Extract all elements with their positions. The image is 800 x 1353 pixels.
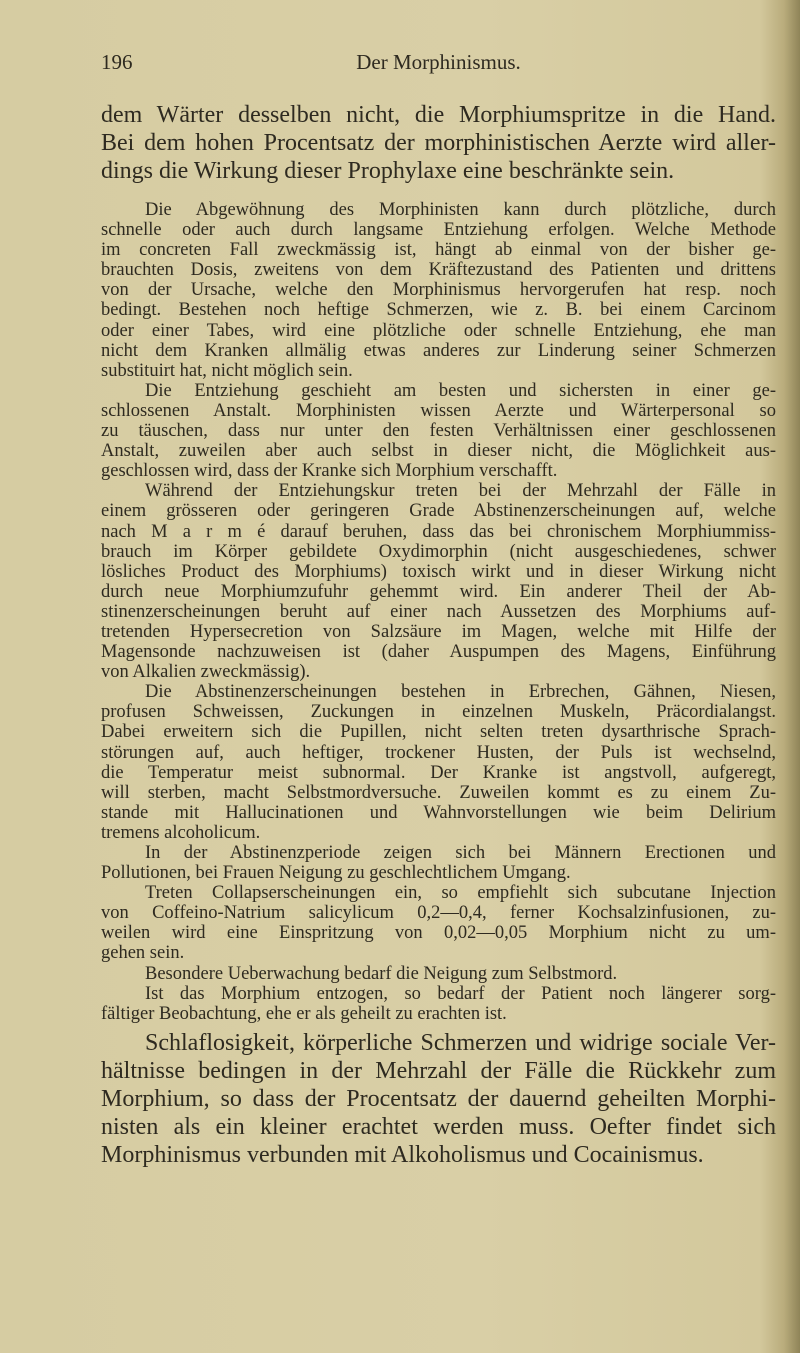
text-line: gehen sein. [101, 943, 185, 964]
text-line: geschlossen wird, dass der Kranke sich Morphium verschafft. [101, 461, 558, 482]
text-line: Die Abgewöhnung des Morphinisten kann durch plötzliche, durch [145, 200, 776, 220]
text-line: Besondere Ueberwachung bedarf die Neigung zum Selbstmord. [145, 963, 618, 984]
running-header [101, 50, 776, 80]
paragraph-beobachtung [101, 984, 776, 1024]
paragraph-selbstmord [101, 964, 776, 984]
text-line: hältnisse bedingen in der Mehrzahl der Fälle die Rückkehr zum [101, 1058, 776, 1084]
text-line: von Alkalien zweckmässig). [101, 662, 311, 683]
text-line: die Temperatur meist subnormal. Der Kranke ist angstvoll, aufgeregt, [101, 762, 776, 783]
text-line: will sterben, macht Selbstmordversuche. Zuweilen kommt es zu einem Zu- [101, 782, 776, 803]
text-line: substituirt hat, nicht möglich sein. [101, 360, 353, 381]
text-line: Schlaflosigkeit, körperliche Schmerzen und widrige sociale Ver- [145, 1030, 776, 1056]
text-line: dings die Wirkung dieser Prophylaxe eine beschränkte sein. [101, 158, 675, 184]
text-line: brauchten Dosis, zweitens von dem Kräftezustand des Patienten und drittens [101, 260, 776, 281]
text-line: nisten als ein kleiner erachtet werden muss. Oefter findet sich [101, 1114, 776, 1140]
text-line: stande mit Hallucinationen und Wahnvorstellungen wie beim Delirium [101, 802, 776, 823]
text-line: einem grösseren oder geringeren Grade Abstinenzerscheinungen auf, welche [101, 501, 776, 522]
running-title: Der Morphinismus. [356, 50, 521, 74]
text-line: Während der Entziehungskur treten bei der Mehrzahl der Fälle in [145, 481, 776, 502]
text-line: Dabei erweitern sich die Pupillen, nicht selten treten dysarthrische Sprach- [101, 722, 776, 743]
text-line: Anstalt, zuweilen aber auch selbst in dieser nicht, die Möglichkeit aus- [101, 441, 776, 462]
text-line: Die Abstinenzerscheinungen bestehen in Erbrechen, Gähnen, Niesen, [145, 682, 776, 703]
text-line: fältiger Beobachtung, ehe er als geheilt zu erachten ist. [101, 1003, 507, 1024]
text-line: nach M a r m é darauf beruhen, dass das bei chronischem Morphiummiss- [101, 521, 776, 542]
text-line: lösliches Product des Morphiums) toxisch wirkt und in dieser Wirkung nicht [101, 561, 776, 582]
paragraph-collaps [101, 883, 776, 963]
text-line: Pollutionen, bei Frauen Neigung zu geschlechtlichem Umgang. [101, 863, 571, 884]
text-line: profusen Schweissen, Zuckungen in einzelnen Muskeln, Präcordialangst. [101, 702, 776, 723]
text-line: Bei dem hohen Procentsatz der morphinistischen Aerzte wird aller- [101, 130, 776, 156]
text-line: zu täuschen, dass nur unter den festen Verhältnissen einer geschlossenen [101, 421, 776, 442]
text-line: Ist das Morphium entzogen, so bedarf der Patient noch längerer sorg- [145, 983, 776, 1004]
paragraph-continuation [101, 101, 776, 185]
paragraph-entziehungskur [101, 481, 776, 682]
small-print-section [101, 200, 776, 1024]
text-line: Magensonde nachzuweisen ist (daher Auspumpen des Magens, Einführung [101, 642, 776, 663]
text-line: schlossenen Anstalt. Morphinisten wissen Aerzte und Wärterpersonal so [101, 400, 776, 421]
text-line: weilen wird eine Einspritzung von 0,02—0,05 Morphium nicht zu um- [101, 923, 776, 944]
text-line: dem Wärter desselben nicht, die Morphiumspritze in die Hand. [101, 102, 776, 128]
text-line: schnelle oder auch durch langsame Entziehung erfolgen. Welche Methode [101, 220, 776, 241]
text-line: störungen auf, auch heftiger, trockener Husten, der Puls ist wechselnd, [101, 742, 776, 763]
paragraph-abstinenzperiode [101, 843, 776, 883]
text-line: Morphinismus verbunden mit Alkoholismus und Cocainismus. [101, 1142, 704, 1168]
text-line: durch neue Morphiumzufuhr gehemmt wird. Ein anderer Theil der Ab- [101, 581, 776, 602]
paragraph-abstinenzerscheinungen [101, 682, 776, 843]
text-line: brauch im Körper gebildete Oxydimorphin (nicht ausgeschiedenes, schwer [101, 541, 776, 562]
text-line: von Coffeino-Natrium salicylicum 0,2—0,4, ferner Kochsalzinfusionen, zu- [101, 903, 776, 924]
text-line: Morphium, so dass der Procentsatz der dauernd geheilten Morphi- [101, 1086, 776, 1112]
text-line: In der Abstinenzperiode zeigen sich bei Männern Erectionen und [145, 843, 776, 863]
text-line: im concreten Fall zweckmässig ist, hängt ab einmal von der bisher ge- [101, 240, 776, 261]
page-number: 196 [101, 50, 133, 74]
paragraph-abgewoehnung [101, 200, 776, 381]
text-line: Die Entziehung geschieht am besten und sichersten in einer ge- [145, 380, 776, 401]
text-line: oder einer Tabes, wird eine plötzliche oder schnelle Entziehung, ehe man [101, 320, 776, 341]
text-line: bedingt. Bestehen noch heftige Schmerzen, wie z. B. bei einem Carcinom [101, 300, 776, 321]
text-line: nicht dem Kranken allmälig etwas anderes zur Linderung seiner Schmerzen [101, 340, 776, 361]
text-line: stinenzerscheinungen beruht auf einer nach Aussetzen des Morphiums auf- [101, 601, 776, 622]
paragraph-rueckfall [101, 1029, 776, 1169]
paragraph-entziehung [101, 381, 776, 481]
text-line: Treten Collapserscheinungen ein, so empfiehlt sich subcutane Injection [145, 883, 776, 904]
text-line: von der Ursache, welche den Morphinismus hervorgerufen hat resp. noch [101, 280, 776, 301]
text-line: tremens alcoholicum. [101, 822, 261, 843]
text-line: tretenden Hypersecretion von Salzsäure im Magen, welche mit Hilfe der [101, 621, 776, 642]
